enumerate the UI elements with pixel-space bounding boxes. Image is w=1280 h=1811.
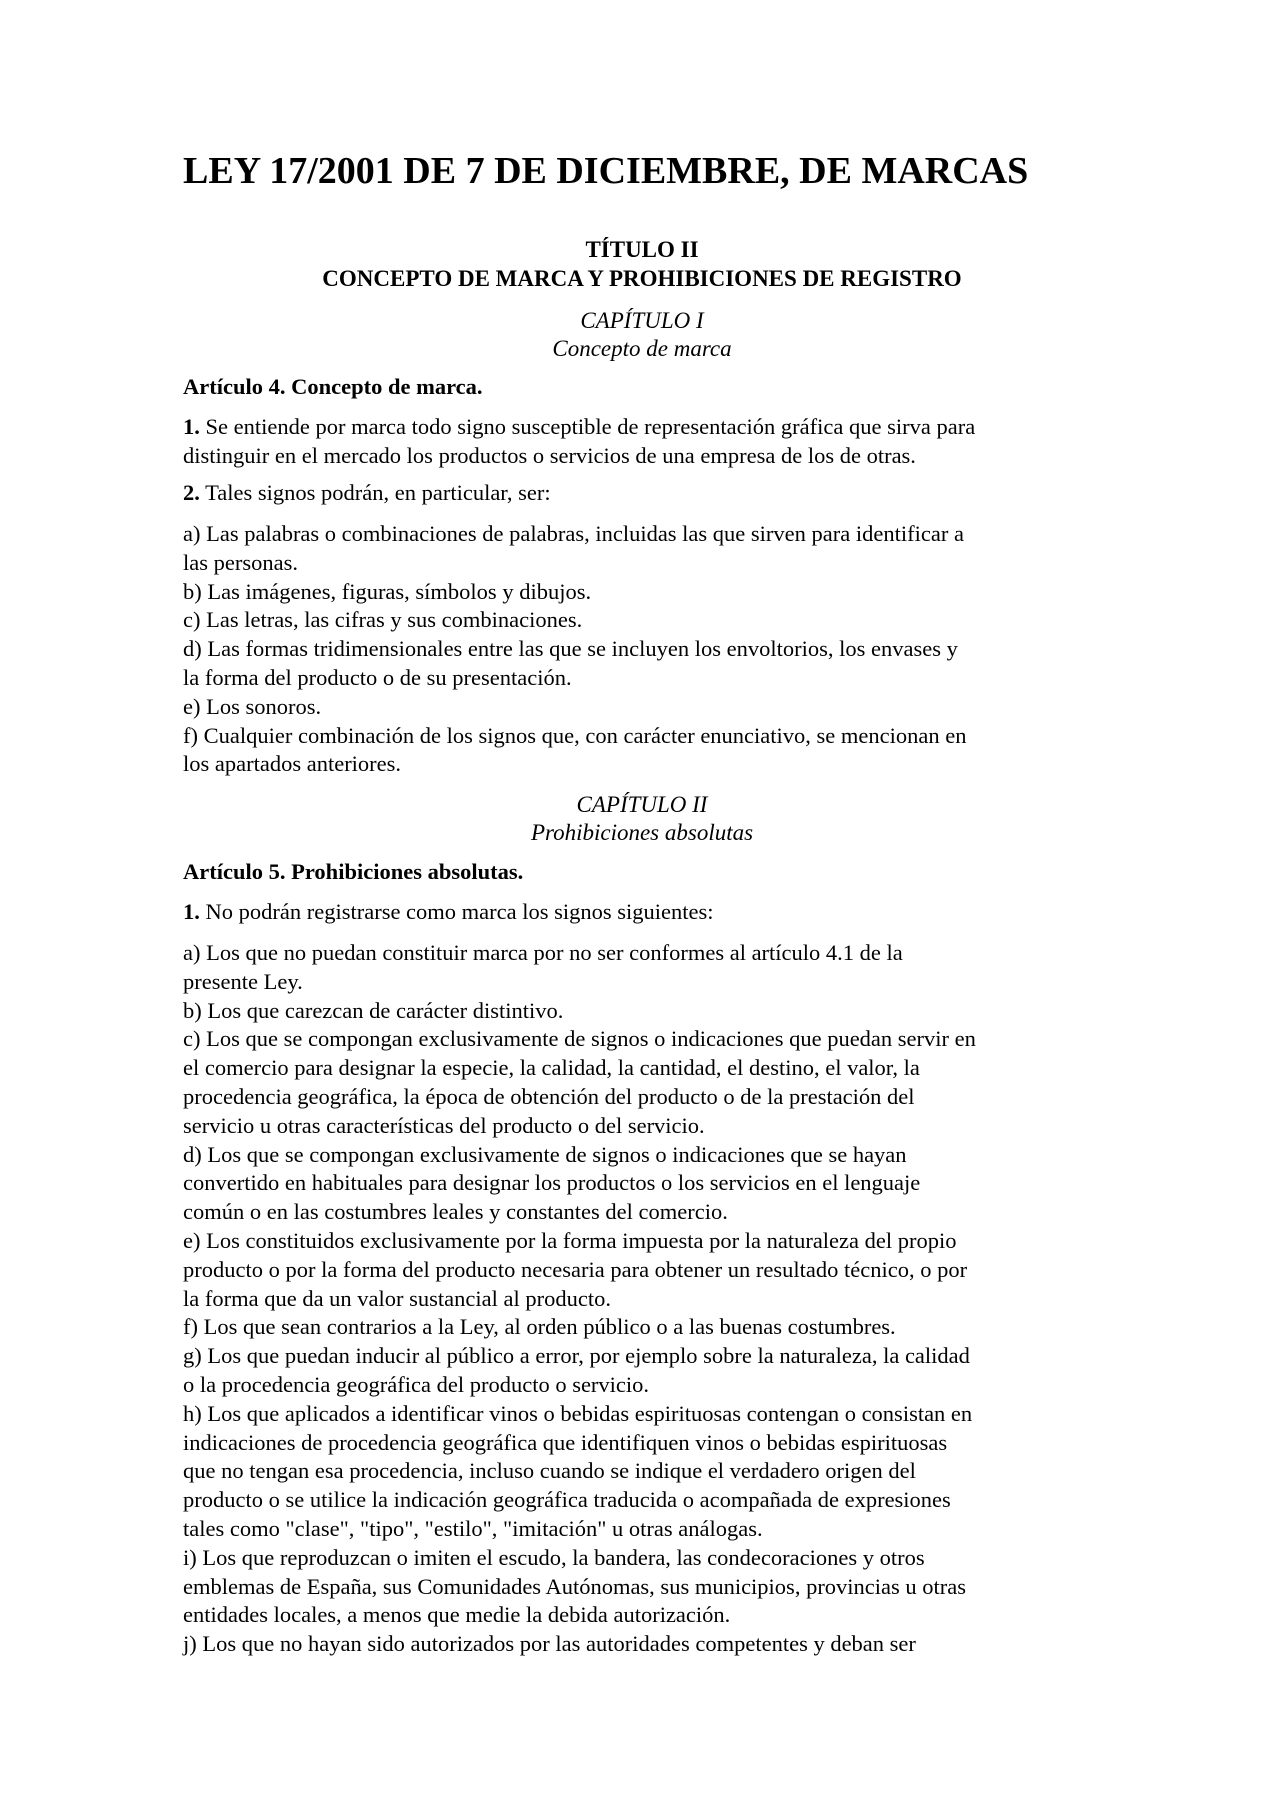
list-line: tales como "clase", "tipo", "estilo", "imitación" u otras análogas. bbox=[183, 1515, 763, 1541]
list-line: b) Las imágenes, figuras, símbolos y dibujos. bbox=[183, 578, 592, 604]
list-line: los apartados anteriores. bbox=[183, 751, 402, 777]
list-line: h) Los que aplicados a identificar vinos o bebidas espirituosas contengan o consistan en bbox=[183, 1400, 973, 1426]
article-5-paragraph-1 bbox=[183, 898, 1101, 927]
list-line: convertido en habituales para designar los productos o los servicios en el lenguaje bbox=[183, 1170, 921, 1196]
article-5-list bbox=[183, 939, 1101, 1659]
article-4-heading: Artículo 4. Concepto de marca. bbox=[183, 374, 483, 399]
list-line: producto o se utilice la indicación geográfica traducida o acompañada de expresiones bbox=[183, 1487, 951, 1513]
list-line: c) Los que se compongan exclusivamente de signos o indicaciones que puedan servir en bbox=[183, 1026, 976, 1052]
paragraph-text: Tales signos podrán, en particular, ser: bbox=[199, 480, 551, 505]
list-line: entidades locales, a menos que medie la debida autorización. bbox=[183, 1602, 731, 1628]
paragraph-text: Se entiende por marca todo signo susceptible de representación gráfica que sirva para bbox=[199, 414, 976, 439]
list-line: las personas. bbox=[183, 549, 298, 575]
paragraph-text: No podrán registrarse como marca los signos siguientes: bbox=[199, 899, 714, 924]
document-title: LEY 17/2001 DE 7 DE DICIEMBRE, DE MARCAS bbox=[183, 150, 1029, 192]
list-line: común o en las costumbres leales y constantes del comercio. bbox=[183, 1199, 728, 1225]
article-5-heading: Artículo 5. Prohibiciones absolutas. bbox=[183, 859, 524, 884]
article-4-paragraph-2 bbox=[183, 479, 1101, 508]
list-line: a) Las palabras o combinaciones de palabras, incluidas las que sirven para identificar a bbox=[183, 521, 964, 546]
list-line: d) Los que se compongan exclusivamente de signos o indicaciones que se hayan bbox=[183, 1141, 907, 1167]
capitulo1-number: CAPÍTULO I bbox=[580, 308, 704, 333]
paragraph-number: 1. bbox=[183, 899, 200, 924]
titulo-name: CONCEPTO DE MARCA Y PROHIBICIONES DE REGISTRO bbox=[322, 266, 962, 291]
list-line: e) Los sonoros. bbox=[183, 693, 322, 719]
list-line: la forma que da un valor sustancial al producto. bbox=[183, 1285, 611, 1311]
list-line: o la procedencia geográfica del producto o servicio. bbox=[183, 1371, 650, 1397]
capitulo2-name: Prohibiciones absolutas bbox=[530, 820, 754, 845]
paragraph-line: distinguir en el mercado los productos o servicios de una empresa de los de otras. bbox=[183, 442, 916, 468]
list-line: c) Las letras, las cifras y sus combinaciones. bbox=[183, 607, 583, 633]
paragraph-number: 2. bbox=[183, 480, 200, 505]
list-line: g) Los que puedan inducir al público a error, por ejemplo sobre la naturaleza, la calidad bbox=[183, 1343, 970, 1369]
list-line: j) Los que no hayan sido autorizados por las autoridades competentes y deban ser bbox=[183, 1631, 916, 1657]
paragraph-number: 1. bbox=[183, 414, 200, 439]
list-line: emblemas de España, sus Comunidades Autónomas, sus municipios, provincias u otras bbox=[183, 1573, 967, 1599]
list-line: la forma del producto o de su presentación. bbox=[183, 664, 572, 690]
list-line: e) Los constituidos exclusivamente por la forma impuesta por la naturaleza del propio bbox=[183, 1227, 957, 1253]
list-line: d) Las formas tridimensionales entre las que se incluyen los envoltorios, los envases y bbox=[183, 636, 958, 662]
list-line: b) Los que carezcan de carácter distintivo. bbox=[183, 997, 564, 1023]
list-line: presente Ley. bbox=[183, 968, 303, 994]
article-4-list bbox=[183, 520, 1101, 779]
list-line: el comercio para designar la especie, la calidad, la cantidad, el destino, el valor, la bbox=[183, 1055, 920, 1081]
list-line: f) Cualquier combinación de los signos que, con carácter enunciativo, se mencionan en bbox=[183, 722, 967, 748]
list-line: producto o por la forma del producto necesaria para obtener un resultado técnico, o por bbox=[183, 1256, 968, 1282]
list-line: indicaciones de procedencia geográfica que identifiquen vinos o bebidas espirituosas bbox=[183, 1429, 948, 1455]
article-4-paragraph-1 bbox=[183, 413, 1101, 471]
list-line: f) Los que sean contrarios a la Ley, al orden público o a las buenas costumbres. bbox=[183, 1314, 896, 1340]
list-line: servicio u otras características del producto o del servicio. bbox=[183, 1112, 705, 1138]
paragraph-line bbox=[183, 413, 1101, 442]
list-line: a) Los que no puedan constituir marca por no ser conformes al artículo 4.1 de la bbox=[183, 940, 903, 965]
titulo-number: TÍTULO II bbox=[585, 237, 699, 262]
capitulo1-name: Concepto de marca bbox=[552, 336, 732, 361]
capitulo2-number: CAPÍTULO II bbox=[576, 792, 708, 817]
list-line: procedencia geográfica, la época de obtención del producto o de la prestación del bbox=[183, 1083, 915, 1109]
list-line: que no tengan esa procedencia, incluso cuando se indique el verdadero origen del bbox=[183, 1458, 916, 1484]
list-line: i) Los que reproduzcan o imiten el escudo, la bandera, las condecoraciones y otros bbox=[183, 1544, 925, 1570]
